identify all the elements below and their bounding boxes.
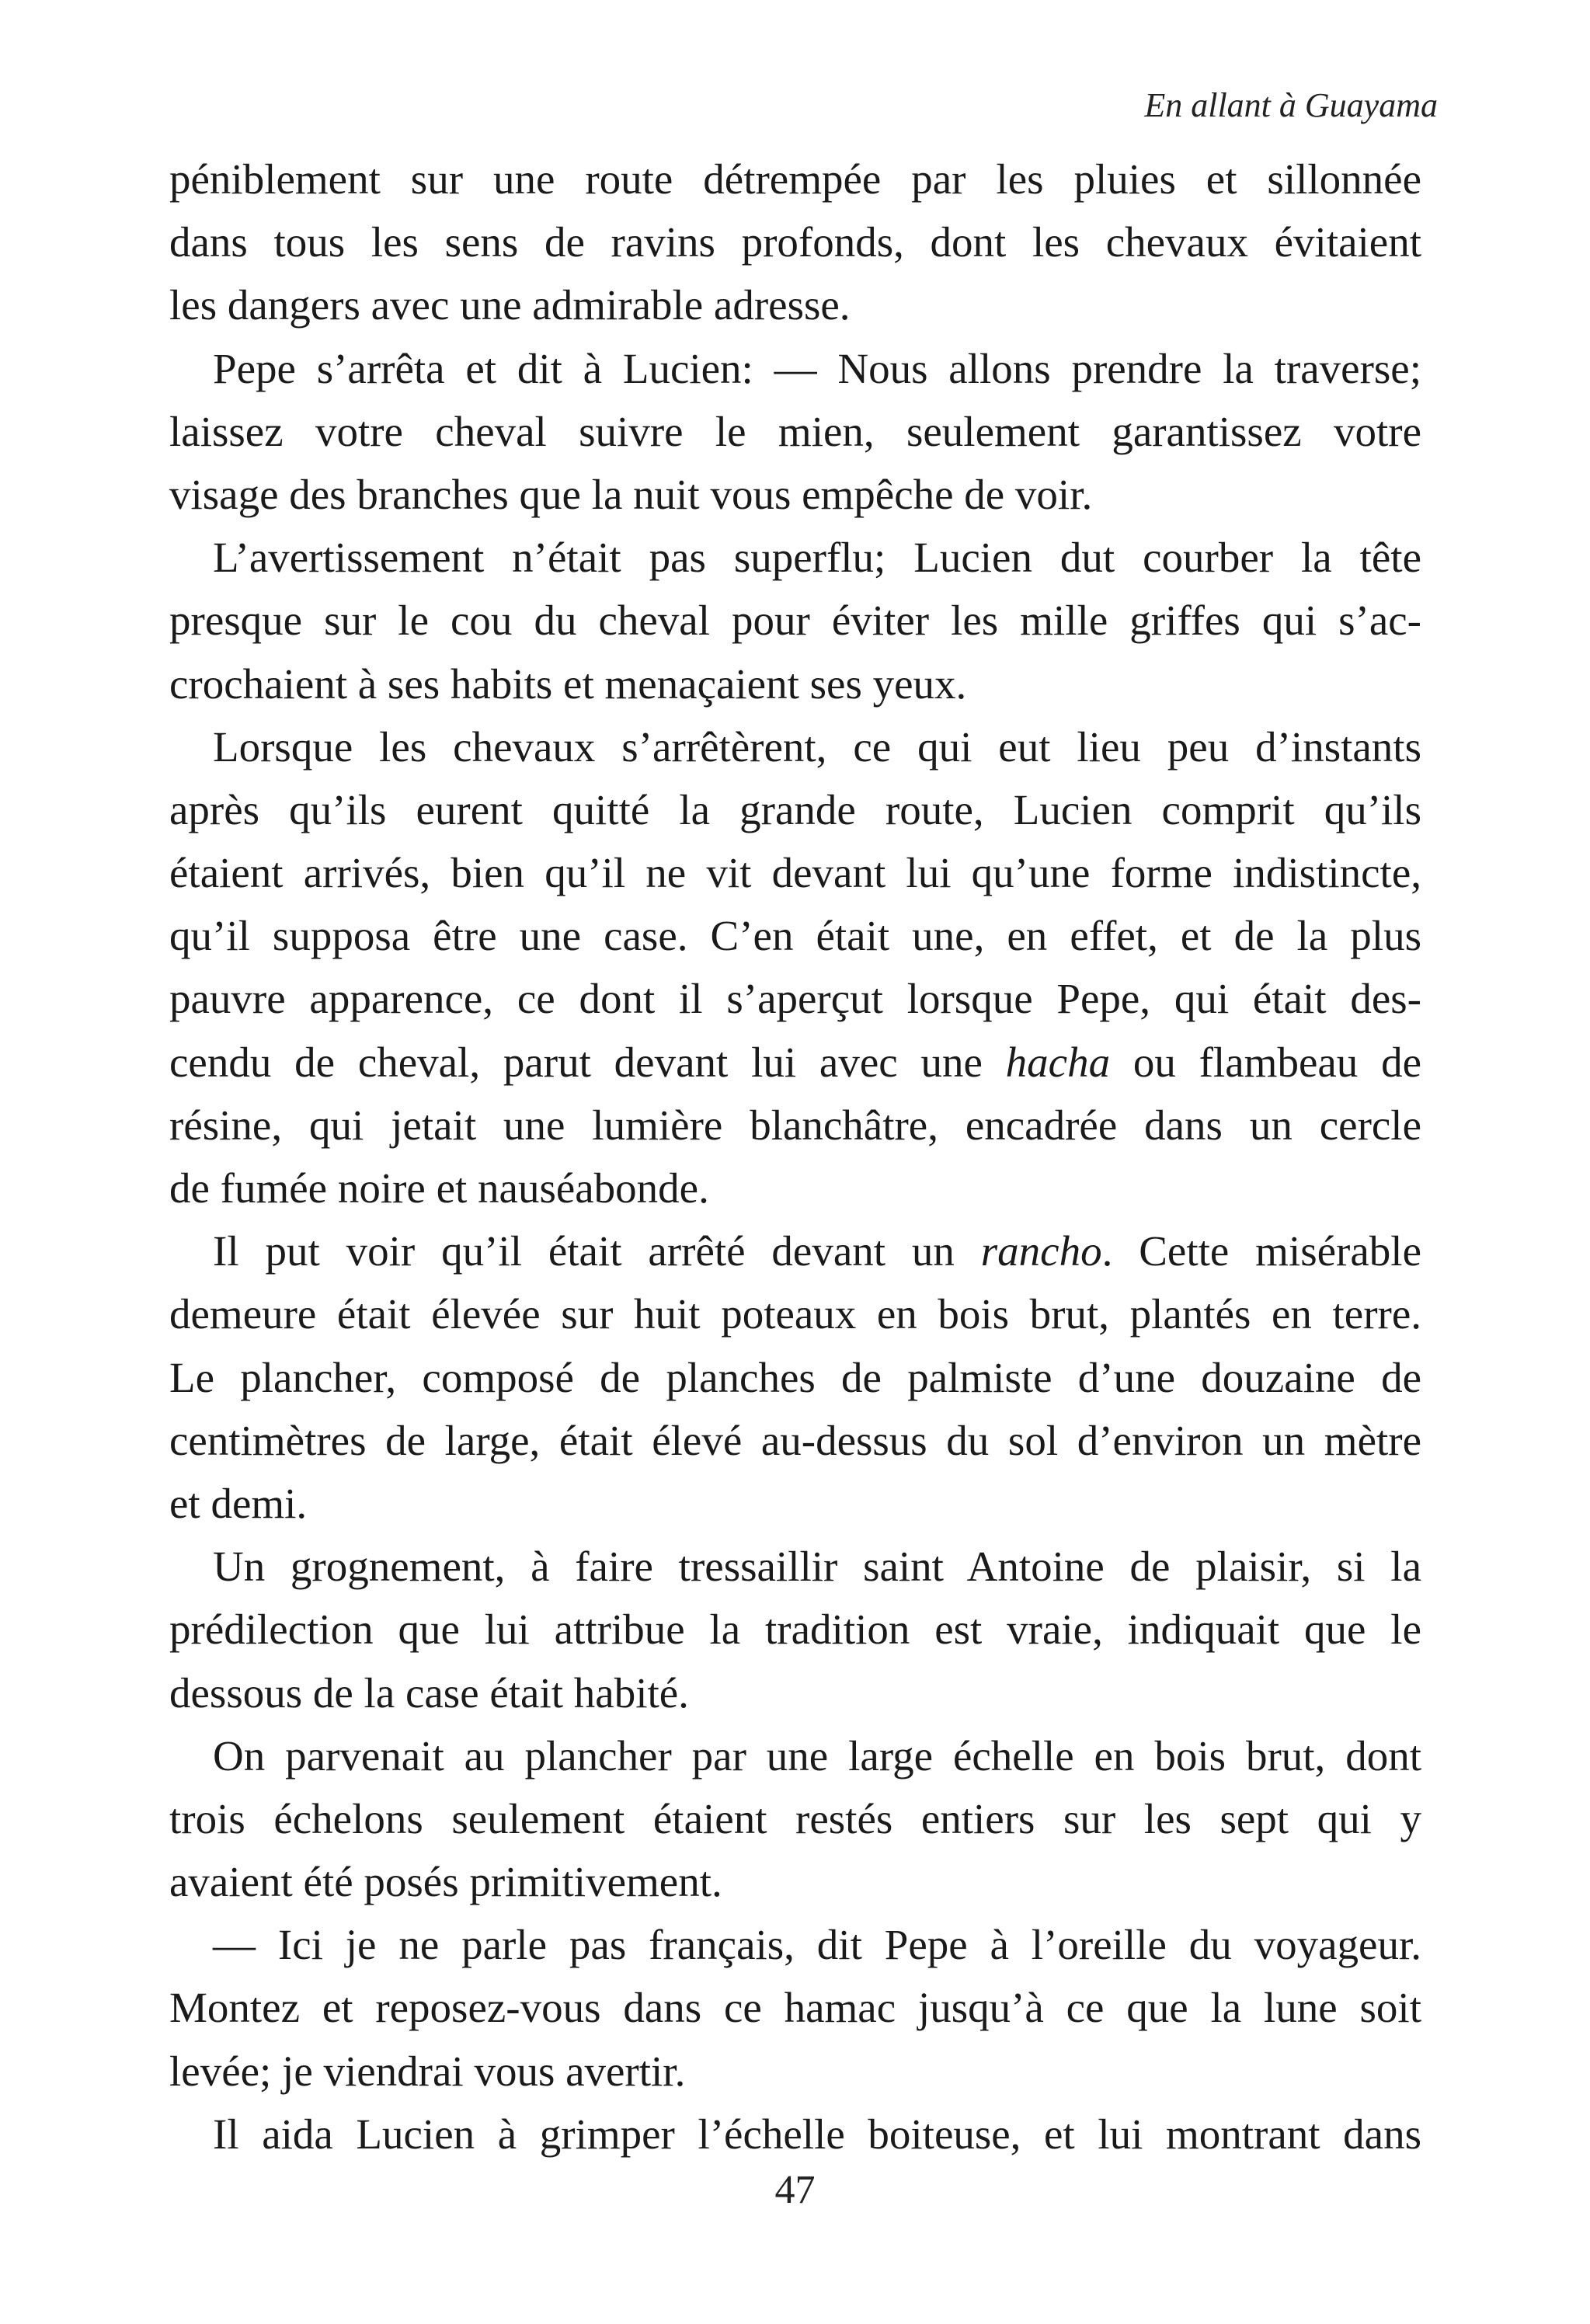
text-line: demeure était élevée sur huit poteaux en bois brut, plantés en terre. [169,1290,1421,1338]
text-line: dans tous les sens de ravins profonds, dont les chevaux évitaient [169,218,1421,266]
text-line: Le plancher, composé de planches de palmiste d’une douzaine de [169,1353,1421,1401]
text-line: trois échelons seulement étaient restés entiers sur les sept qui y [169,1794,1421,1842]
text-line: Lorsque les chevaux s’arrêtèrent, ce qui eut lieu peu d’instants [213,722,1421,771]
text-segment: cendu de cheval, parut devant lui avec une [169,1038,1006,1086]
text-line: — Ici je ne parle pas français, dit Pepe à l’oreille du voyageur. [213,1921,1421,1969]
text-line: Un grognement, à faire tressaillir saint Antoine de plaisir, si la [213,1543,1421,1591]
text-line: étaient arrivés, bien qu’il ne vit devant lui qu’une forme indistincte, [169,849,1421,897]
text-line: pauvre apparence, ce dont il s’aperçut lorsque Pepe, qui était des- [169,975,1421,1023]
text-line: prédilection que lui attribue la tradition est vraie, indiquait que le [169,1606,1421,1654]
text-line: L’avertissement n’était pas superflu; Lucien dut courber la tête [213,534,1421,582]
italic-term: rancho [980,1227,1102,1275]
running-head: En allant à Guayama [1144,86,1438,124]
text-line: qu’il supposa être une case. C’en était une, en effet, et de la plus [169,912,1421,960]
text-line: levée; je viendrai vous avertir. [169,2047,686,2095]
text-segment: . Cette misérable [1101,1227,1421,1275]
text-line: On parvenait au plancher par une large échelle en bois brut, dont [213,1731,1421,1780]
text-line: centimètres de large, était élevé au-dessus du sol d’environ un mètre [169,1416,1421,1464]
text-line: péniblement sur une route détrempée par les pluies et sillonnée [169,155,1421,203]
body-text [169,148,1421,2166]
text-line: laissez votre cheval suivre le mien, seulement garantissez votre [169,407,1421,455]
page-number: 47 [774,2168,816,2212]
text-line [169,1219,1421,1282]
text-line: Montez et reposez-vous dans ce hamac jusqu’à ce que la lune soit [169,1984,1421,2032]
text-line: presque sur le cou du cheval pour éviter les mille griffes qui s’ac- [169,597,1421,645]
text-line: dessous de la case était habité. [169,1668,689,1717]
text-line: de fumée noire et nauséabonde. [169,1164,709,1212]
text-line [169,1031,1421,1094]
text-segment: ou flambeau de [1110,1038,1421,1086]
text-line: après qu’ils eurent quitté la grande route, Lucien comprit qu’ils [169,785,1421,833]
text-line: Pepe s’arrêta et dit à Lucien: — Nous allons prendre la traverse; [213,344,1421,392]
text-line: résine, qui jetait une lumière blanchâtre, encadrée dans un cercle [169,1101,1421,1149]
text-segment: Il put voir qu’il était arrêté devant un [213,1227,981,1275]
text-line: les dangers avec une admirable adresse. [169,281,851,329]
text-line: visage des branches que la nuit vous empêche de voir. [169,470,1093,518]
text-line: crochaient à ses habits et menaçaient ses yeux. [169,659,967,708]
text-line: avaient été posés primitivement. [169,1858,722,1906]
text-line: Il aida Lucien à grimper l’échelle boiteuse, et lui montrant dans [213,2110,1421,2158]
italic-term: hacha [1005,1038,1111,1086]
text-line: et demi. [169,1479,308,1527]
